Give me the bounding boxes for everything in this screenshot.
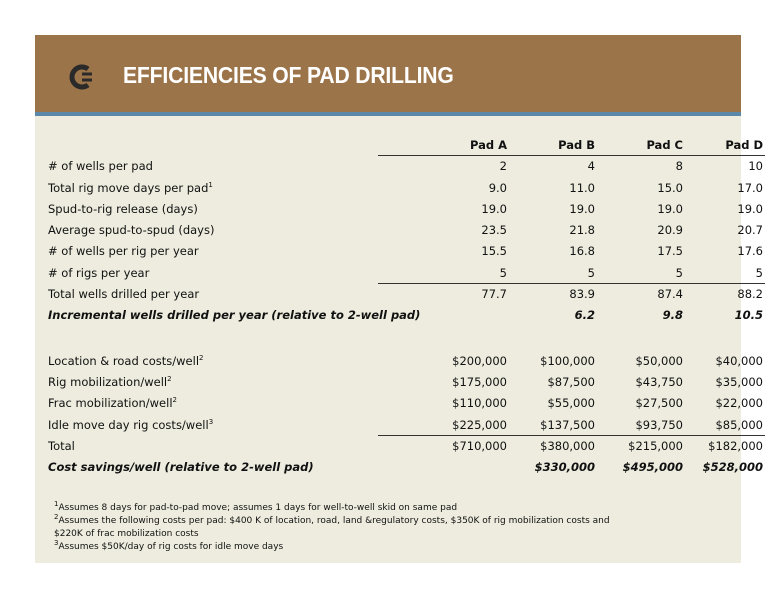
- table-cell: $50,000: [635, 353, 683, 368]
- table-cell: $100,000: [540, 353, 595, 368]
- table-cell: 21.8: [569, 223, 595, 238]
- table-cell: 6.2: [574, 308, 595, 323]
- table-cell: 15.0: [657, 180, 683, 195]
- table-cell: $225,000: [452, 417, 507, 432]
- row-label: # of wells per rig per year: [48, 244, 199, 259]
- footnote: $220K of frac mobilization costs: [54, 529, 199, 539]
- row-label: Total: [48, 438, 75, 453]
- table-cell: $200,000: [452, 353, 507, 368]
- table-spacer: [48, 327, 728, 351]
- table-cell: 5: [675, 265, 683, 280]
- row-label: Incremental wells drilled per year (relative to 2-well pad): [48, 308, 421, 323]
- table-cell: 16.8: [569, 244, 595, 259]
- efficiency-table: [48, 135, 763, 478]
- row-label: Frac mobilization/well$^2$: [48, 396, 177, 411]
- table-row: [48, 178, 763, 199]
- row-label: Cost savings/well (relative to 2-well pad): [48, 460, 314, 475]
- table-cell: 10.5: [734, 308, 763, 323]
- table-cell: $27,500: [635, 396, 683, 411]
- table-cell: $85,000: [715, 417, 763, 432]
- row-label: Location & road costs/well$^2$: [48, 353, 204, 368]
- column-header: Pad A: [469, 138, 507, 152]
- table-cell: $87,500: [547, 374, 595, 389]
- footnote: $^3$Assumes $50K/day of rig costs for idle move days: [54, 539, 284, 552]
- table-cell: $137,500: [540, 417, 595, 432]
- table-cell: 20.9: [657, 223, 683, 238]
- table-cell: 4: [587, 159, 595, 174]
- table-cell: 17.0: [737, 180, 763, 195]
- slide: [35, 35, 763, 563]
- table-cell: 83.9: [569, 287, 595, 302]
- company-c-logo-icon: [66, 63, 94, 91]
- header-divider: [35, 112, 741, 116]
- table-cell: $380,000: [540, 438, 595, 453]
- row-label: Spud-to-rig release (days): [48, 201, 198, 216]
- table-cell: 5: [499, 265, 507, 280]
- row-label: Average spud-to-spud (days): [48, 223, 215, 238]
- footnotes: [54, 502, 654, 554]
- table-row: [48, 415, 763, 436]
- row-label: # of rigs per year: [48, 265, 150, 280]
- table-row: [48, 393, 763, 414]
- table-cell: $55,000: [547, 396, 595, 411]
- table-cell: $330,000: [534, 460, 595, 475]
- table-cell: 11.0: [569, 180, 595, 195]
- table-row: [48, 156, 763, 177]
- table-row: [48, 263, 763, 284]
- table-cell: 10: [748, 159, 763, 174]
- footnote: $^2$Assumes the following costs per pad: $400 K of location, road, land &regulatory costs, $350K of rig mobilization costs and: [54, 513, 610, 526]
- table-header-row: [48, 135, 763, 156]
- column-header: Pad D: [725, 138, 763, 152]
- table-cell: $528,000: [702, 460, 763, 475]
- table-cell: 2: [499, 159, 507, 174]
- table-cell: $110,000: [452, 396, 507, 411]
- title-bar: [35, 35, 741, 112]
- table-cell: 5: [755, 265, 763, 280]
- table-row: [48, 199, 763, 220]
- table-cell: 77.7: [481, 287, 507, 302]
- table-cell: 17.6: [737, 244, 763, 259]
- table-cell: $93,750: [635, 417, 683, 432]
- table-cell: $215,000: [628, 438, 683, 453]
- table-cell: 5: [587, 265, 595, 280]
- table-cell: 23.5: [481, 223, 507, 238]
- table-row-highlight: [48, 305, 763, 326]
- table-row: [48, 351, 763, 372]
- table-cell: 19.0: [481, 201, 507, 216]
- table-row: [48, 372, 763, 393]
- table-cell: 17.5: [657, 244, 683, 259]
- table-cell: $175,000: [452, 374, 507, 389]
- table-cell: $710,000: [452, 438, 507, 453]
- page-title: EFFICIENCIES OF PAD DRILLING: [123, 62, 454, 88]
- table-cell: $182,000: [708, 438, 763, 453]
- table-cell: $22,000: [715, 396, 763, 411]
- footnote: $^1$Assumes 8 days for pad-to-pad move; assumes 1 days for well-to-well skid on same pad: [54, 500, 458, 513]
- table-row: [48, 241, 763, 262]
- row-label: Idle move day rig costs/well$^3$: [48, 417, 214, 432]
- row-label: Total wells drilled per year: [48, 287, 200, 302]
- column-header: Pad C: [646, 138, 683, 152]
- row-label: # of wells per pad: [48, 159, 153, 174]
- table-cell: 19.0: [657, 201, 683, 216]
- table-cell: $40,000: [715, 353, 763, 368]
- table-cell: 19.0: [569, 201, 595, 216]
- table-cell: 20.7: [737, 223, 763, 238]
- table-cell: 88.2: [737, 287, 763, 302]
- table-row: [48, 220, 763, 241]
- table-cell: 8: [675, 159, 683, 174]
- table-row-highlight: [48, 457, 763, 478]
- table-cell: 9.0: [488, 180, 507, 195]
- row-label: Total rig move days per pad$^1$: [48, 180, 213, 195]
- table-cell: 15.5: [481, 244, 507, 259]
- table-cell: 9.8: [662, 308, 683, 323]
- table-row: [48, 284, 763, 305]
- table-cell: $43,750: [635, 374, 683, 389]
- table-cell: $495,000: [622, 460, 683, 475]
- table-cell: 19.0: [737, 201, 763, 216]
- column-header: Pad B: [558, 138, 595, 152]
- row-label: Rig mobilization/well$^2$: [48, 374, 172, 389]
- table-cell: $35,000: [715, 374, 763, 389]
- table-row-total: [48, 436, 763, 457]
- table-cell: 87.4: [657, 287, 683, 302]
